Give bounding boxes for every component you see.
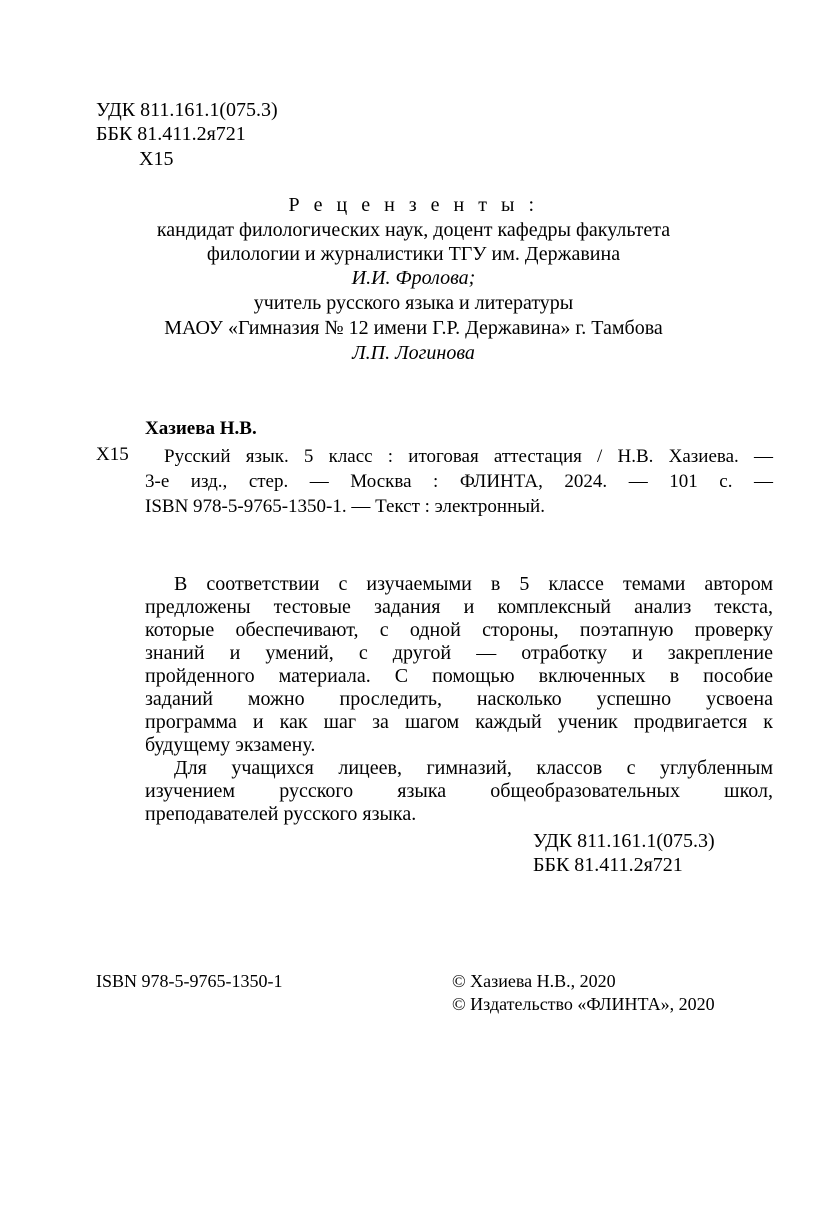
catalog-line: 3-е изд., стер. — Москва : ФЛИНТА, 2024. — 101 с. — (145, 471, 773, 492)
annotation-line: изучением русского языка общеобразовательных школ, (145, 780, 773, 802)
reviewer-line: учитель русского языка и литературы (253, 292, 574, 314)
annotation-line: предложены тестовые задания и комплексный анализ текста, (145, 596, 773, 618)
reviewer-line: МАОУ «Гимназия № 12 имени Г.Р. Державина» г. Тамбова (164, 317, 663, 339)
bbk-code: ББК 81.411.2я721 (96, 123, 246, 145)
reviewer-name: Л.П. Логинова (352, 342, 475, 364)
catalog-line: ISBN 978-5-9765-1350-1. — Текст : электронный. (145, 496, 545, 517)
reviewers-heading: Р е ц е н з е н т ы : (288, 194, 539, 216)
annotation-bbk: ББК 81.411.2я721 (533, 854, 683, 876)
isbn: ISBN 978-5-9765-1350-1 (96, 971, 283, 991)
author-mark: Х15 (139, 148, 174, 170)
annotation-udk: УДК 811.161.1(075.3) (533, 830, 715, 852)
reviewer-line: кандидат филологических наук, доцент кафедры факультета (156, 219, 671, 241)
reviewer-line: филологии и журналистики ТГУ им. Державина (206, 243, 621, 265)
annotation-line: Для учащихся лицеев, гимназий, классов с углубленным (174, 757, 773, 779)
copyright-author: © Хазиева Н.В., 2020 (452, 971, 616, 991)
catalog-mark: Х15 (96, 444, 129, 465)
catalog-author: Хазиева Н.В. (145, 418, 257, 439)
udk-code: УДК 811.161.1(075.3) (96, 99, 278, 121)
annotation-line: В соответствии с изучаемыми в 5 классе темами автором (174, 573, 773, 595)
annotation-line: пройденного материала. С помощью включенных в пособие (145, 665, 773, 687)
catalog-line: Русский язык. 5 класс : итоговая аттестация / Н.В. Хазиева. — (164, 446, 773, 467)
annotation-line: будущему экзамену. (145, 734, 316, 756)
annotation-line: заданий можно проследить, насколько успешно усвоена (145, 688, 773, 710)
copyright-publisher: © Издательство «ФЛИНТА», 2020 (452, 994, 715, 1014)
annotation-line: преподавателей русского языка. (145, 803, 417, 825)
annotation-line: знаний и умений, с другой — отработку и закрепление (145, 642, 773, 664)
annotation-line: программа и как шаг за шагом каждый ученик продвигается к (145, 711, 773, 733)
reviewer-name: И.И. Фролова; (351, 267, 476, 289)
annotation-line: которые обеспечивают, с одной стороны, поэтапную проверку (145, 619, 773, 641)
